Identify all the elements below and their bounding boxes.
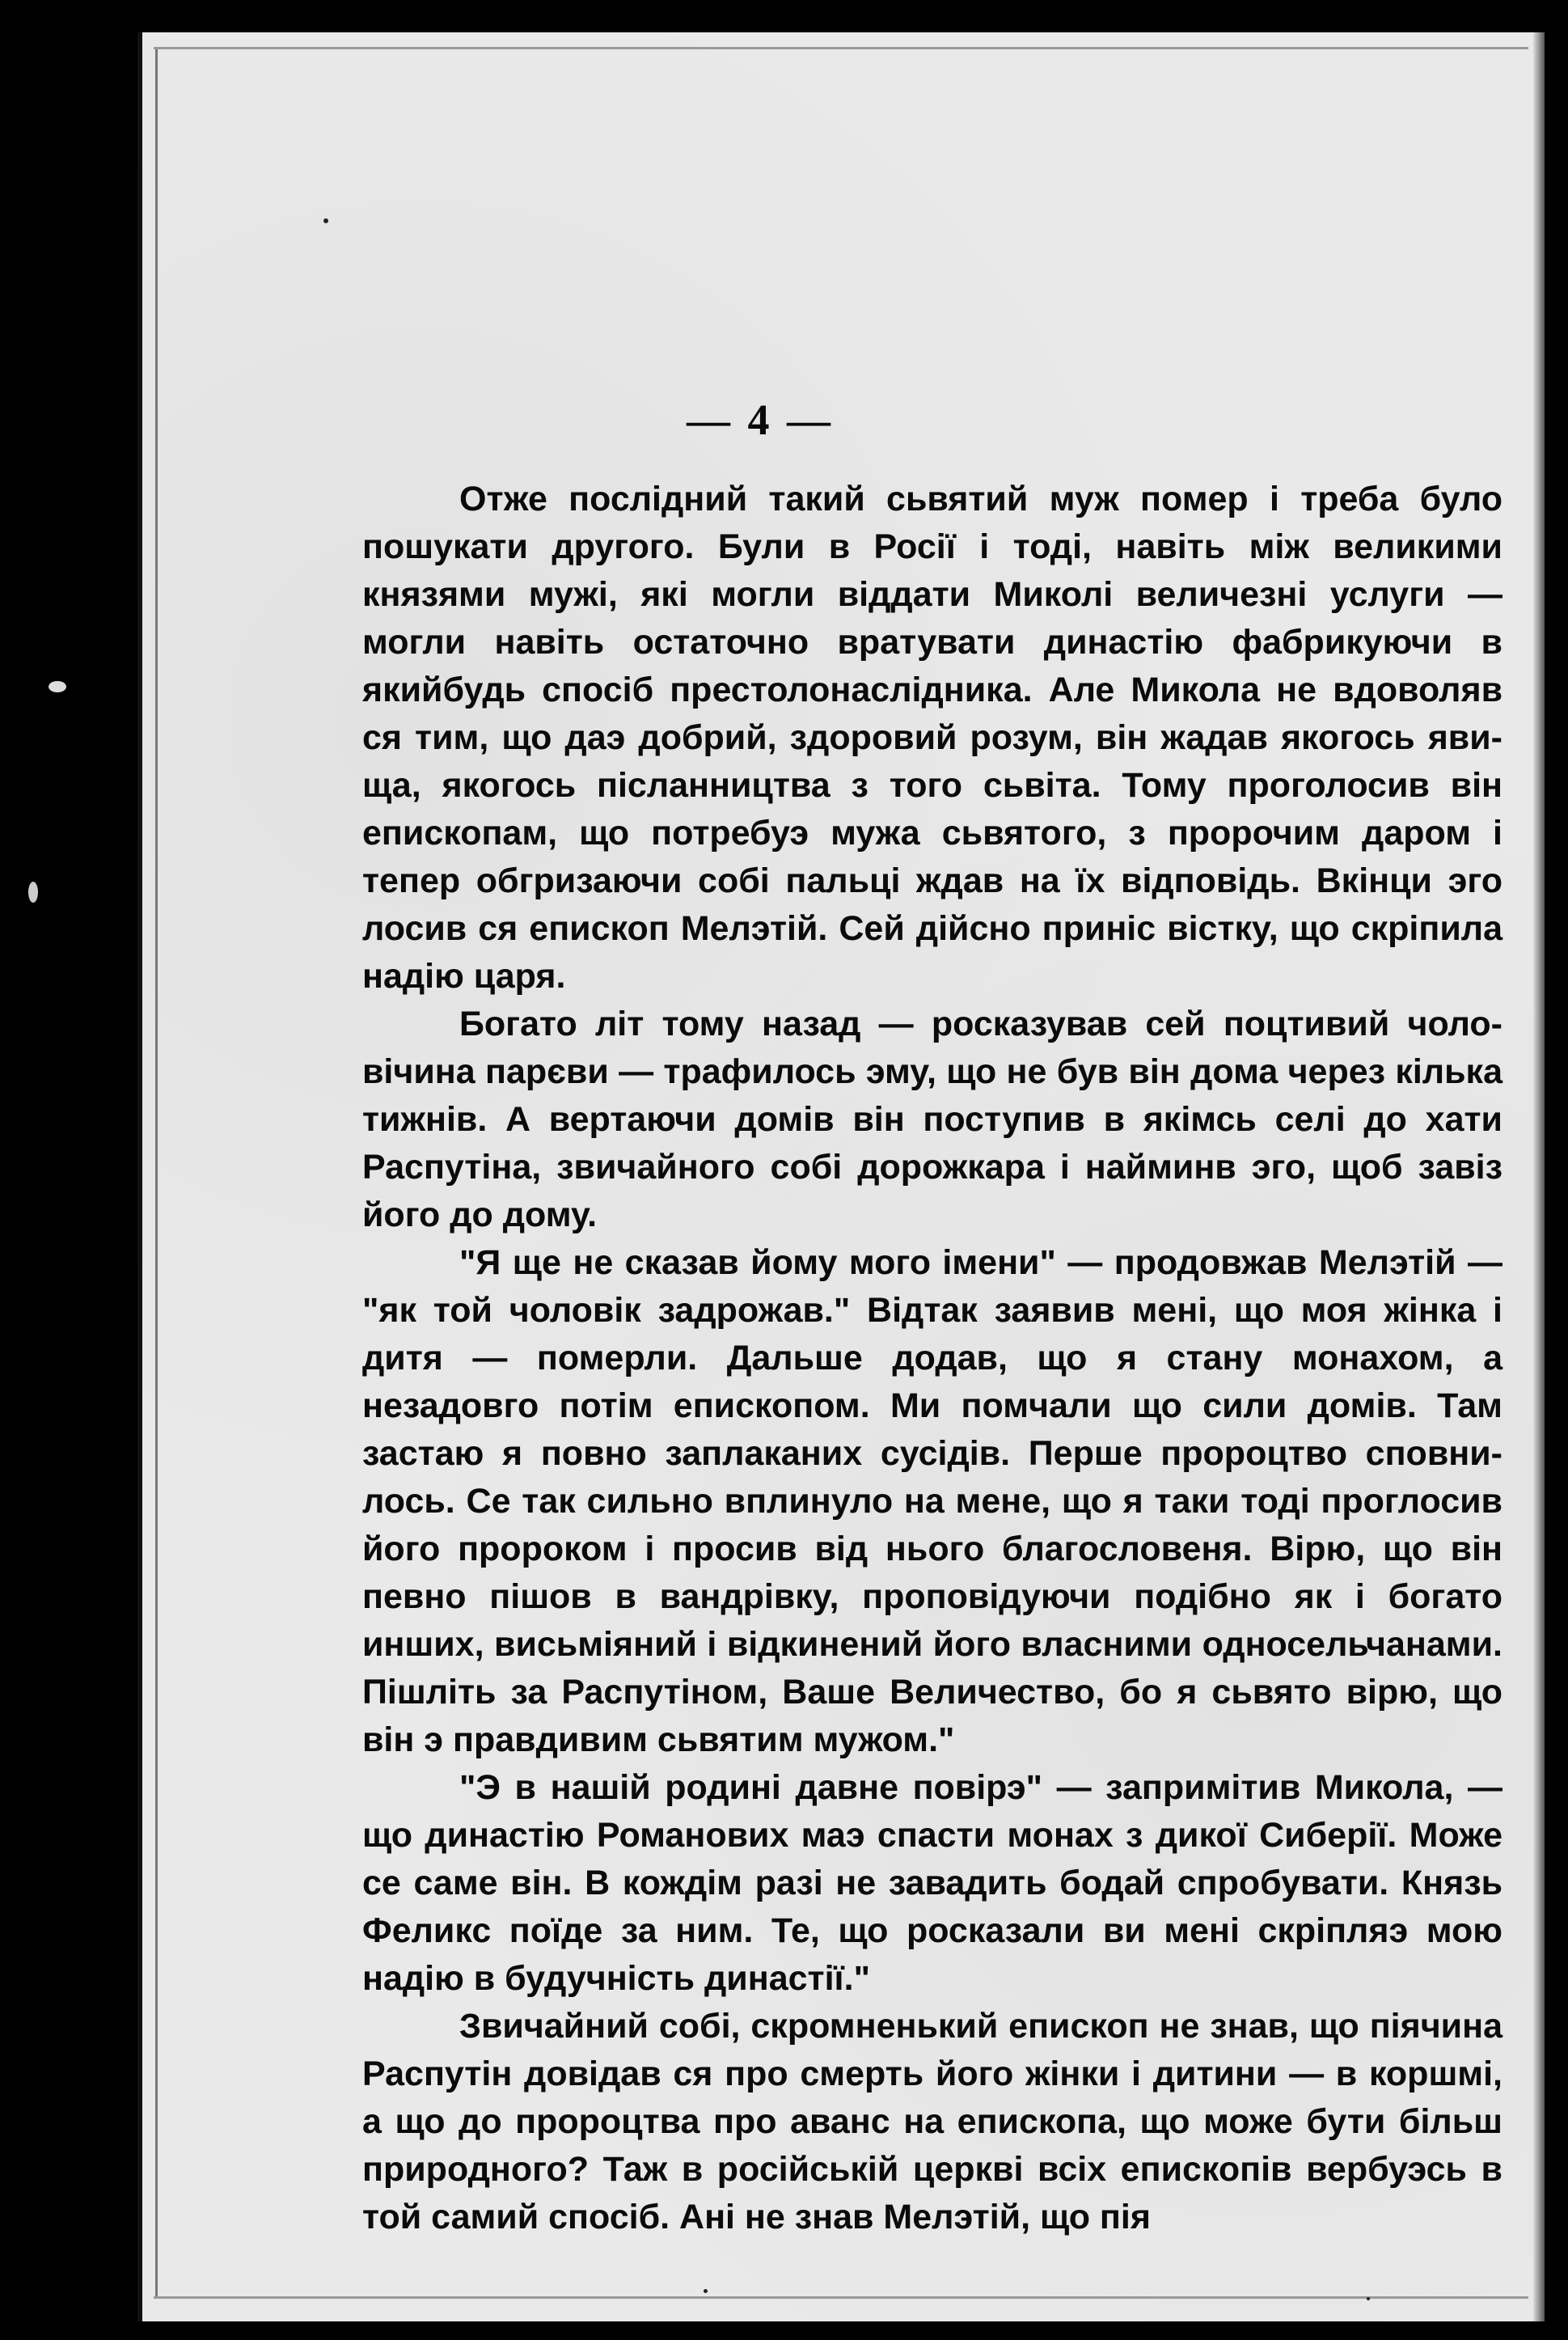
ink-speck [1367, 2297, 1370, 2300]
ink-speck [49, 681, 66, 692]
ink-speck [28, 882, 38, 903]
page-left-rule [155, 49, 158, 2297]
page-bottom-rule [154, 2296, 1528, 2299]
paragraph: "Я ще не сказав йому мого імени" — продовжав Мелэтій — "як той чоловік задрожав." Відтак заявив мені, що моя жінка і дитя — померли. Дальше додав, що я стану монахом, а незадовго потім епископом. Ми помчали що сили домів. Там застаю я повно заплаканих сусідів. Перше пророцтво сповнилось. Се так сильно вплинуло на мене, що я таки тоді проглосив його пророком і просив від нього благословеня. Вірю, що він певно пішов в вандрівку, проповідуючи подібно як і богато инших, висьміяний і відкинений його власними односельчанами. Пішліть за Распутіном, Ваше Величество, бо я сьвято вірю, що він э правдивим сьвятим мужом." [362, 1243, 1502, 1759]
page-right-shadow [1533, 32, 1545, 2321]
paragraph: Звичайний собі, скромненький епископ не знав, що піячина Распутін довідав ся про смерть його жінки і дитини — в коршмі, а що до пророцтва про аванс на епископа, що може бути більш природного? Таж в російській церкві всіх епископів вербуэсь в той самий спосіб. Ані не знав Мелэтій, що пія [362, 2007, 1502, 2236]
paragraph: Отже послідний такий сьвятий муж помер і треба було пошукати другого. Були в Росії і тоді, навіть між великими князями мужі, які могли віддати Миколі величезні услуги — могли навіть остаточно вратувати династію фабрикуючи в якийбудь спосіб престолонаслідника. Але Микола не вдоволяв ся тим, що даэ добрий, здоровий розум, він жадав якогось явища, якогось післанництва з того сьвіта. Тому проголосив він епископам, що потребуэ мужа сьвятого, з пророчим даром і тепер обгризаючи собі пальці ждав на їх відповідь. Вкінци эго лосив ся епископ Мелэтій. Сей дійсно приніс вістку, що скріпила надію царя. [362, 480, 1502, 996]
ink-speck [323, 218, 328, 223]
ink-speck [704, 2289, 708, 2293]
page-number: — 4 — [687, 396, 834, 444]
paragraph: Богато літ тому назад — росказував сей поцтивий чоловічина парєви — трафилось эму, що не був він дома через кілька тижнів. А вертаючи домів він поступив в якімсь селі до хати Распутіна, звичайного собі дорожкара і найминв эго, щоб завіз його до дому. [362, 1005, 1502, 1234]
paragraph: "Э в нашій родині давне повірэ" — запримітив Микола, — що династію Романових маэ спасти монах з дикої Сиберії. Може се саме він. В кождім разі не завадить бодай спробувати. Князь Феликс поїде за ним. Те, що росказали ви мені скріпляэ мою надію в будучність династії." [362, 1768, 1502, 1998]
page-left-edge [137, 32, 142, 2321]
body-text [362, 476, 1502, 2241]
page-top-rule [154, 47, 1528, 49]
